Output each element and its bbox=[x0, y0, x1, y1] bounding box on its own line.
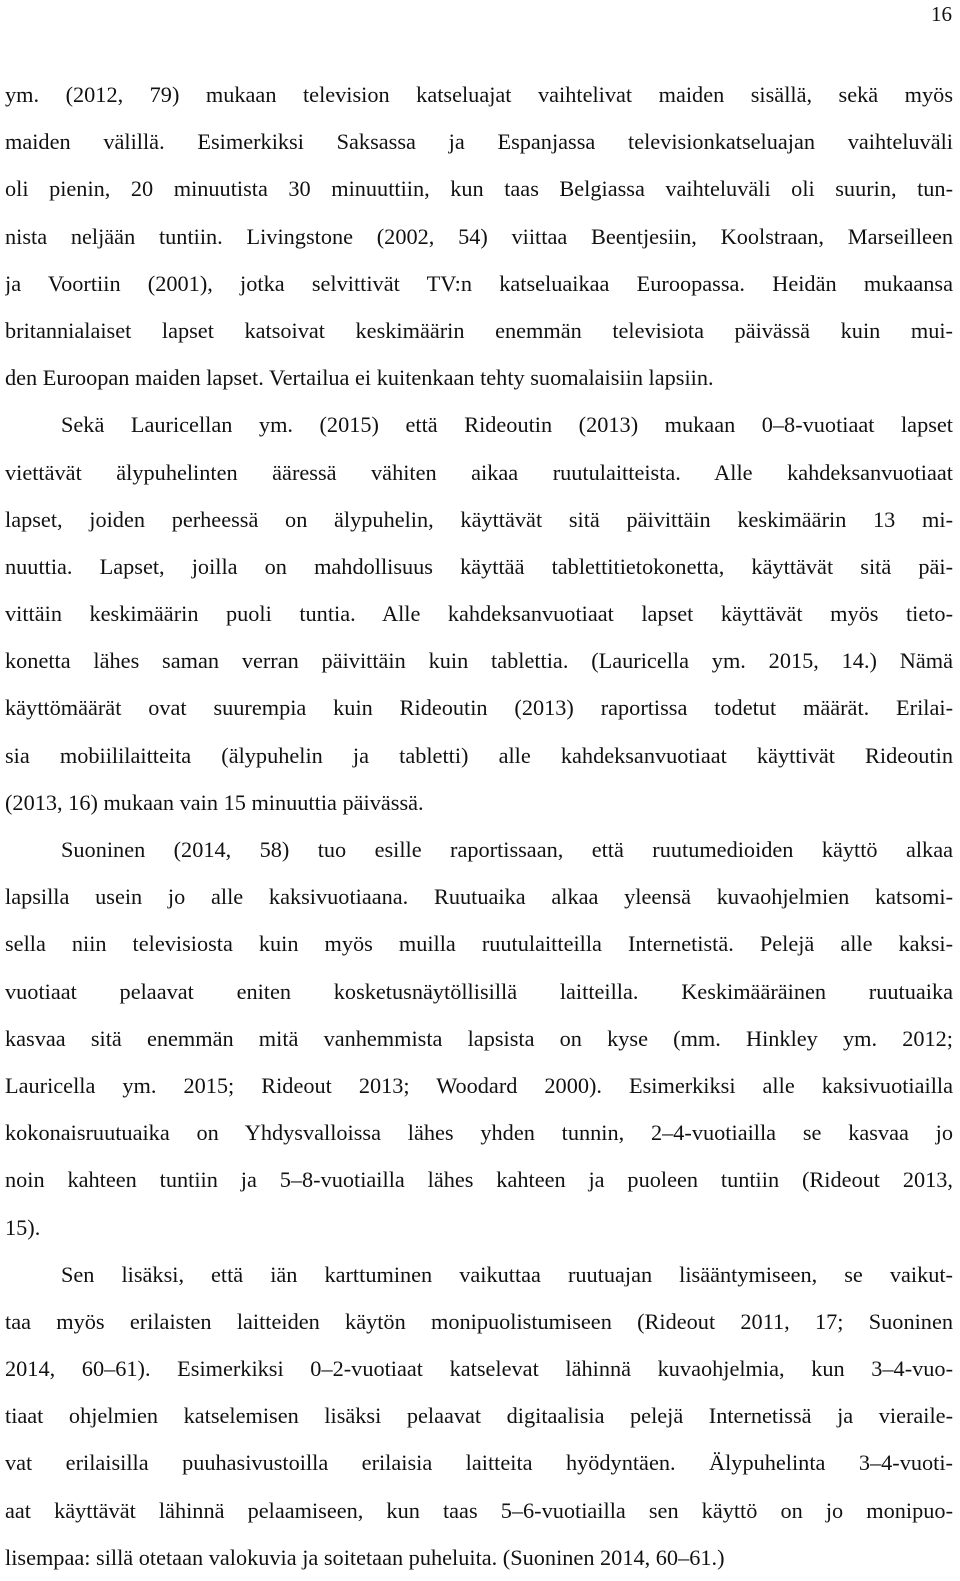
text-line: lapsilla usein jo alle kaksivuotiaana. Ruutuaika alkaa yleensä kuvaohjelmien katsomi- bbox=[5, 884, 953, 910]
body-text bbox=[5, 71, 953, 1581]
text-line: den Euroopan maiden lapset. Vertailua ei kuitenkaan tehty suomalaisiin lapsiin. bbox=[5, 365, 714, 391]
text-line: lisempaa: sillä otetaan valokuvia ja soitetaan puheluita. (Suoninen 2014, 60–61.) bbox=[5, 1544, 725, 1570]
text-line: Suoninen (2014, 58) tuo esille raportissaan, että ruutumedioiden käyttö alkaa bbox=[61, 837, 953, 862]
text-line: käyttömäärät ovat suurempia kuin Rideoutin (2013) raportissa todetut määrät. Erilai- bbox=[5, 695, 953, 721]
text-line: 15). bbox=[5, 1214, 41, 1240]
text-line: maiden välillä. Esimerkiksi Saksassa ja Espanjassa televisionkatseluajan vaihteluväli bbox=[5, 129, 953, 155]
text-line: 2014, 60–61). Esimerkiksi 0–2-vuotiaat katselevat lähinnä kuvaohjelmia, kun 3–4-vuo- bbox=[5, 1356, 953, 1382]
text-line: ja Voortiin (2001), jotka selvittivät TV:n katseluaikaa Euroopassa. Heidän mukaansa bbox=[5, 270, 953, 296]
page-number: 16 bbox=[931, 2, 952, 26]
text-line: tiaat ohjelmien katselemisen lisäksi pelaavat digitaalisia pelejä Internetissä ja vieraile- bbox=[5, 1403, 953, 1429]
text-line: oli pienin, 20 minuutista 30 minuuttiin, kun taas Belgiassa vaihteluväli oli suurin, tun- bbox=[5, 176, 953, 202]
text-line: Lauricella ym. 2015; Rideout 2013; Woodard 2000). Esimerkiksi alle kaksivuotiailla bbox=[5, 1072, 953, 1098]
text-line: nista neljään tuntiin. Livingstone (2002, 54) viittaa Beentjesiin, Koolstraan, Marseilleen bbox=[5, 223, 953, 249]
text-line: konetta lähes saman verran päivittäin kuin tablettia. (Lauricella ym. 2015, 14.) Nämä bbox=[5, 648, 953, 674]
text-line: Sen lisäksi, että iän karttuminen vaikuttaa ruutuajan lisääntymiseen, se vaikut- bbox=[61, 1261, 953, 1287]
text-line: britannialaiset lapset katsoivat keskimäärin enemmän televisiota päivässä kuin mui- bbox=[5, 317, 953, 343]
text-line: sella niin televisiosta kuin myös muilla ruutulaitteilla Internetistä. Pelejä alle kaksi- bbox=[5, 931, 953, 957]
text-line: ym. (2012, 79) mukaan television katseluajat vaihtelivat maiden sisällä, sekä myös bbox=[5, 82, 953, 107]
text-line: sia mobiililaitteita (älypuhelin ja tabletti) alle kahdeksanvuotiaat käyttivät Rideoutin bbox=[5, 742, 953, 768]
text-line: vat erilaisilla puuhasivustoilla erilaisia laitteita hyödyntäen. Älypuhelinta 3–4-vuoti- bbox=[5, 1450, 953, 1476]
text-line: Sekä Lauricellan ym. (2015) että Rideoutin (2013) mukaan 0–8-vuotiaat lapset bbox=[61, 412, 953, 438]
text-line: kasvaa sitä enemmän mitä vanhemmista lapsista on kyse (mm. Hinkley ym. 2012; bbox=[5, 1025, 953, 1051]
text-line: lapset, joiden perheessä on älypuhelin, käyttävät sitä päivittäin keskimäärin 13 mi- bbox=[5, 506, 953, 532]
text-line: (2013, 16) mukaan vain 15 minuuttia päivässä. bbox=[5, 789, 424, 815]
text-line: nuuttia. Lapset, joilla on mahdollisuus käyttää tablettitietokonetta, käyttävät sitä päi- bbox=[5, 553, 953, 579]
text-line: vuotiaat pelaavat eniten kosketusnäytöllisillä laitteilla. Keskimääräinen ruutuaika bbox=[5, 978, 953, 1004]
text-line: taa myös erilaisten laitteiden käytön monipuolistumiseen (Rideout 2011, 17; Suoninen bbox=[5, 1308, 953, 1334]
text-line: aat käyttävät lähinnä pelaamiseen, kun taas 5–6-vuotiailla sen käyttö on jo monipuo- bbox=[5, 1497, 953, 1523]
text-line: kokonaisruutuaika on Yhdysvalloissa lähes yhden tunnin, 2–4-vuotiailla se kasvaa jo bbox=[5, 1120, 953, 1146]
text-line: noin kahteen tuntiin ja 5–8-vuotiailla lähes kahteen ja puoleen tuntiin (Rideout 2013, bbox=[5, 1167, 953, 1193]
text-line: vittäin keskimäärin puoli tuntia. Alle kahdeksanvuotiaat lapset käyttävät myös tieto- bbox=[5, 601, 953, 627]
text-line: viettävät älypuhelinten ääressä vähiten aikaa ruutulaitteista. Alle kahdeksanvuotiaat bbox=[5, 459, 953, 485]
